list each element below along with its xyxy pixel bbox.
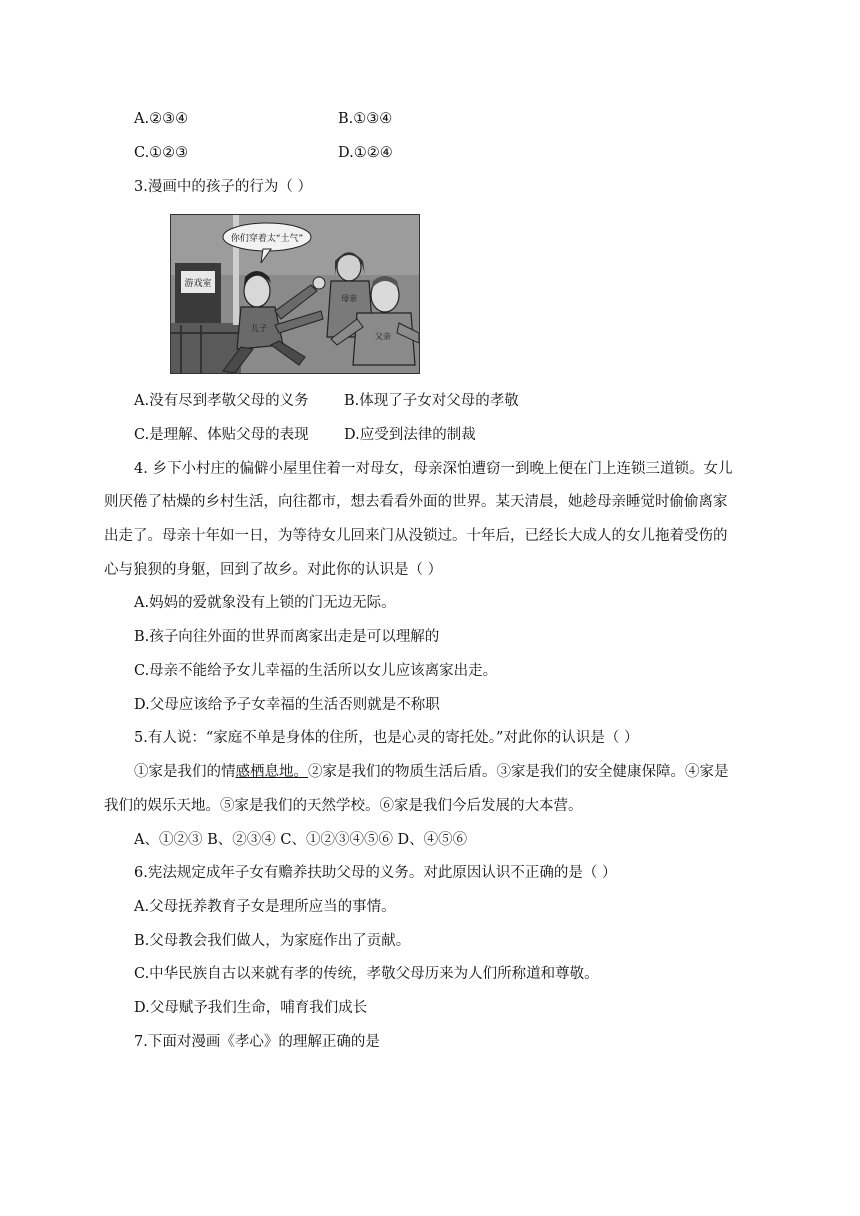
q6-option-d: D.父母赋予我们生命，哺育我们成长 (134, 1000, 368, 1016)
q4-option-b: B.孩子向往外面的世界而离家出走是可以理解的 (134, 629, 440, 645)
q4-option-a: A.妈妈的爱就象没有上锁的门无边无际。 (134, 595, 396, 611)
q6-option-c: C.中华民族自古以来就有孝的传统，孝敬父母历来为人们所称道和尊敬。 (134, 966, 599, 982)
cartoon-speech-text: 你们穿着太“土气” (230, 234, 304, 244)
q3-option-a: A.没有尽到孝敬父母的义务 (134, 393, 309, 409)
q4-option-d: D.父母应该给予子女幸福的生活否则就是不称职 (134, 697, 440, 713)
q3-cartoon-image (170, 214, 420, 374)
q5-stem: 5.有人说：“家庭不单是身体的住所，也是心灵的寄托处。”对此你的认识是（ ） (134, 730, 639, 746)
q6-stem: 6.宪法规定成年子女有赡养扶助父母的义务。对此原因认识不正确的是（ ） (134, 865, 617, 881)
cartoon-father-label: 父亲 (375, 332, 391, 341)
q7-stem: 7.下面对漫画《孝心》的理解正确的是 (134, 1034, 380, 1050)
cartoon-mother-label: 母亲 (341, 294, 357, 303)
q4-option-c: C.母亲不能给予女儿幸福的生活所以女儿应该离家出走。 (134, 663, 498, 679)
q6-option-a: A.父母抚养教育子女是理所应当的事情。 (134, 899, 396, 915)
q5-item-1-pre: ①家是我们的情 (134, 764, 236, 780)
q5-items-line-2: 我们的娱乐天地。⑤家是我们的天然学校。⑥家是我们今后发展的大本营。 (104, 798, 583, 814)
q2-option-a: A.②③④ (134, 111, 189, 127)
q6-option-b: B.父母教会我们做人，为家庭作出了贡献。 (134, 933, 411, 949)
q4-stem-line-2: 则厌倦了枯燥的乡村生活，向往都市，想去看看外面的世界。某天清晨，她趁母亲睡觉时偷偷离家 (104, 494, 728, 510)
q2-option-d: D.①②④ (338, 145, 393, 161)
q2-option-b: B.①③④ (338, 111, 393, 127)
q4-stem-line-3: 出走了。母亲十年如一日，为等待女儿回来门从没锁过。十年后，已经长大成人的女儿拖着受伤的 (104, 528, 728, 544)
q5-items-rest: ②家是我们的物质生活后盾。③家是我们的安全健康保障。④家是 (308, 764, 729, 780)
q5-options: A、①②③ B、②③④ C、①②③④⑤⑥ D、④⑤⑥ (134, 832, 468, 848)
q3-option-d: D.应受到法律的制裁 (344, 427, 476, 443)
q5-items-line-1 (134, 762, 729, 782)
q2-option-c: C.①②③ (134, 145, 189, 161)
q3-stem: 3.漫画中的孩子的行为（ ） (134, 179, 312, 195)
q4-stem-line-4: 心与狼狈的身躯，回到了故乡。对此你的认识是（ ） (104, 562, 443, 578)
cartoon-sign-text: 游戏室 (184, 279, 212, 289)
q4-stem-line-1: 4. 乡下小村庄的偏僻小屋里住着一对母女，母亲深怕遭窃一到晚上便在门上连锁三道锁。女儿 (134, 461, 733, 477)
q3-option-b: B.体现了子女对父母的孝敬 (344, 393, 519, 409)
q5-item-1-underlined: 感栖息地。 (235, 764, 308, 780)
cartoon-son-label: 儿子 (251, 324, 267, 333)
q3-option-c: C.是理解、体贴父母的表现 (134, 427, 309, 443)
